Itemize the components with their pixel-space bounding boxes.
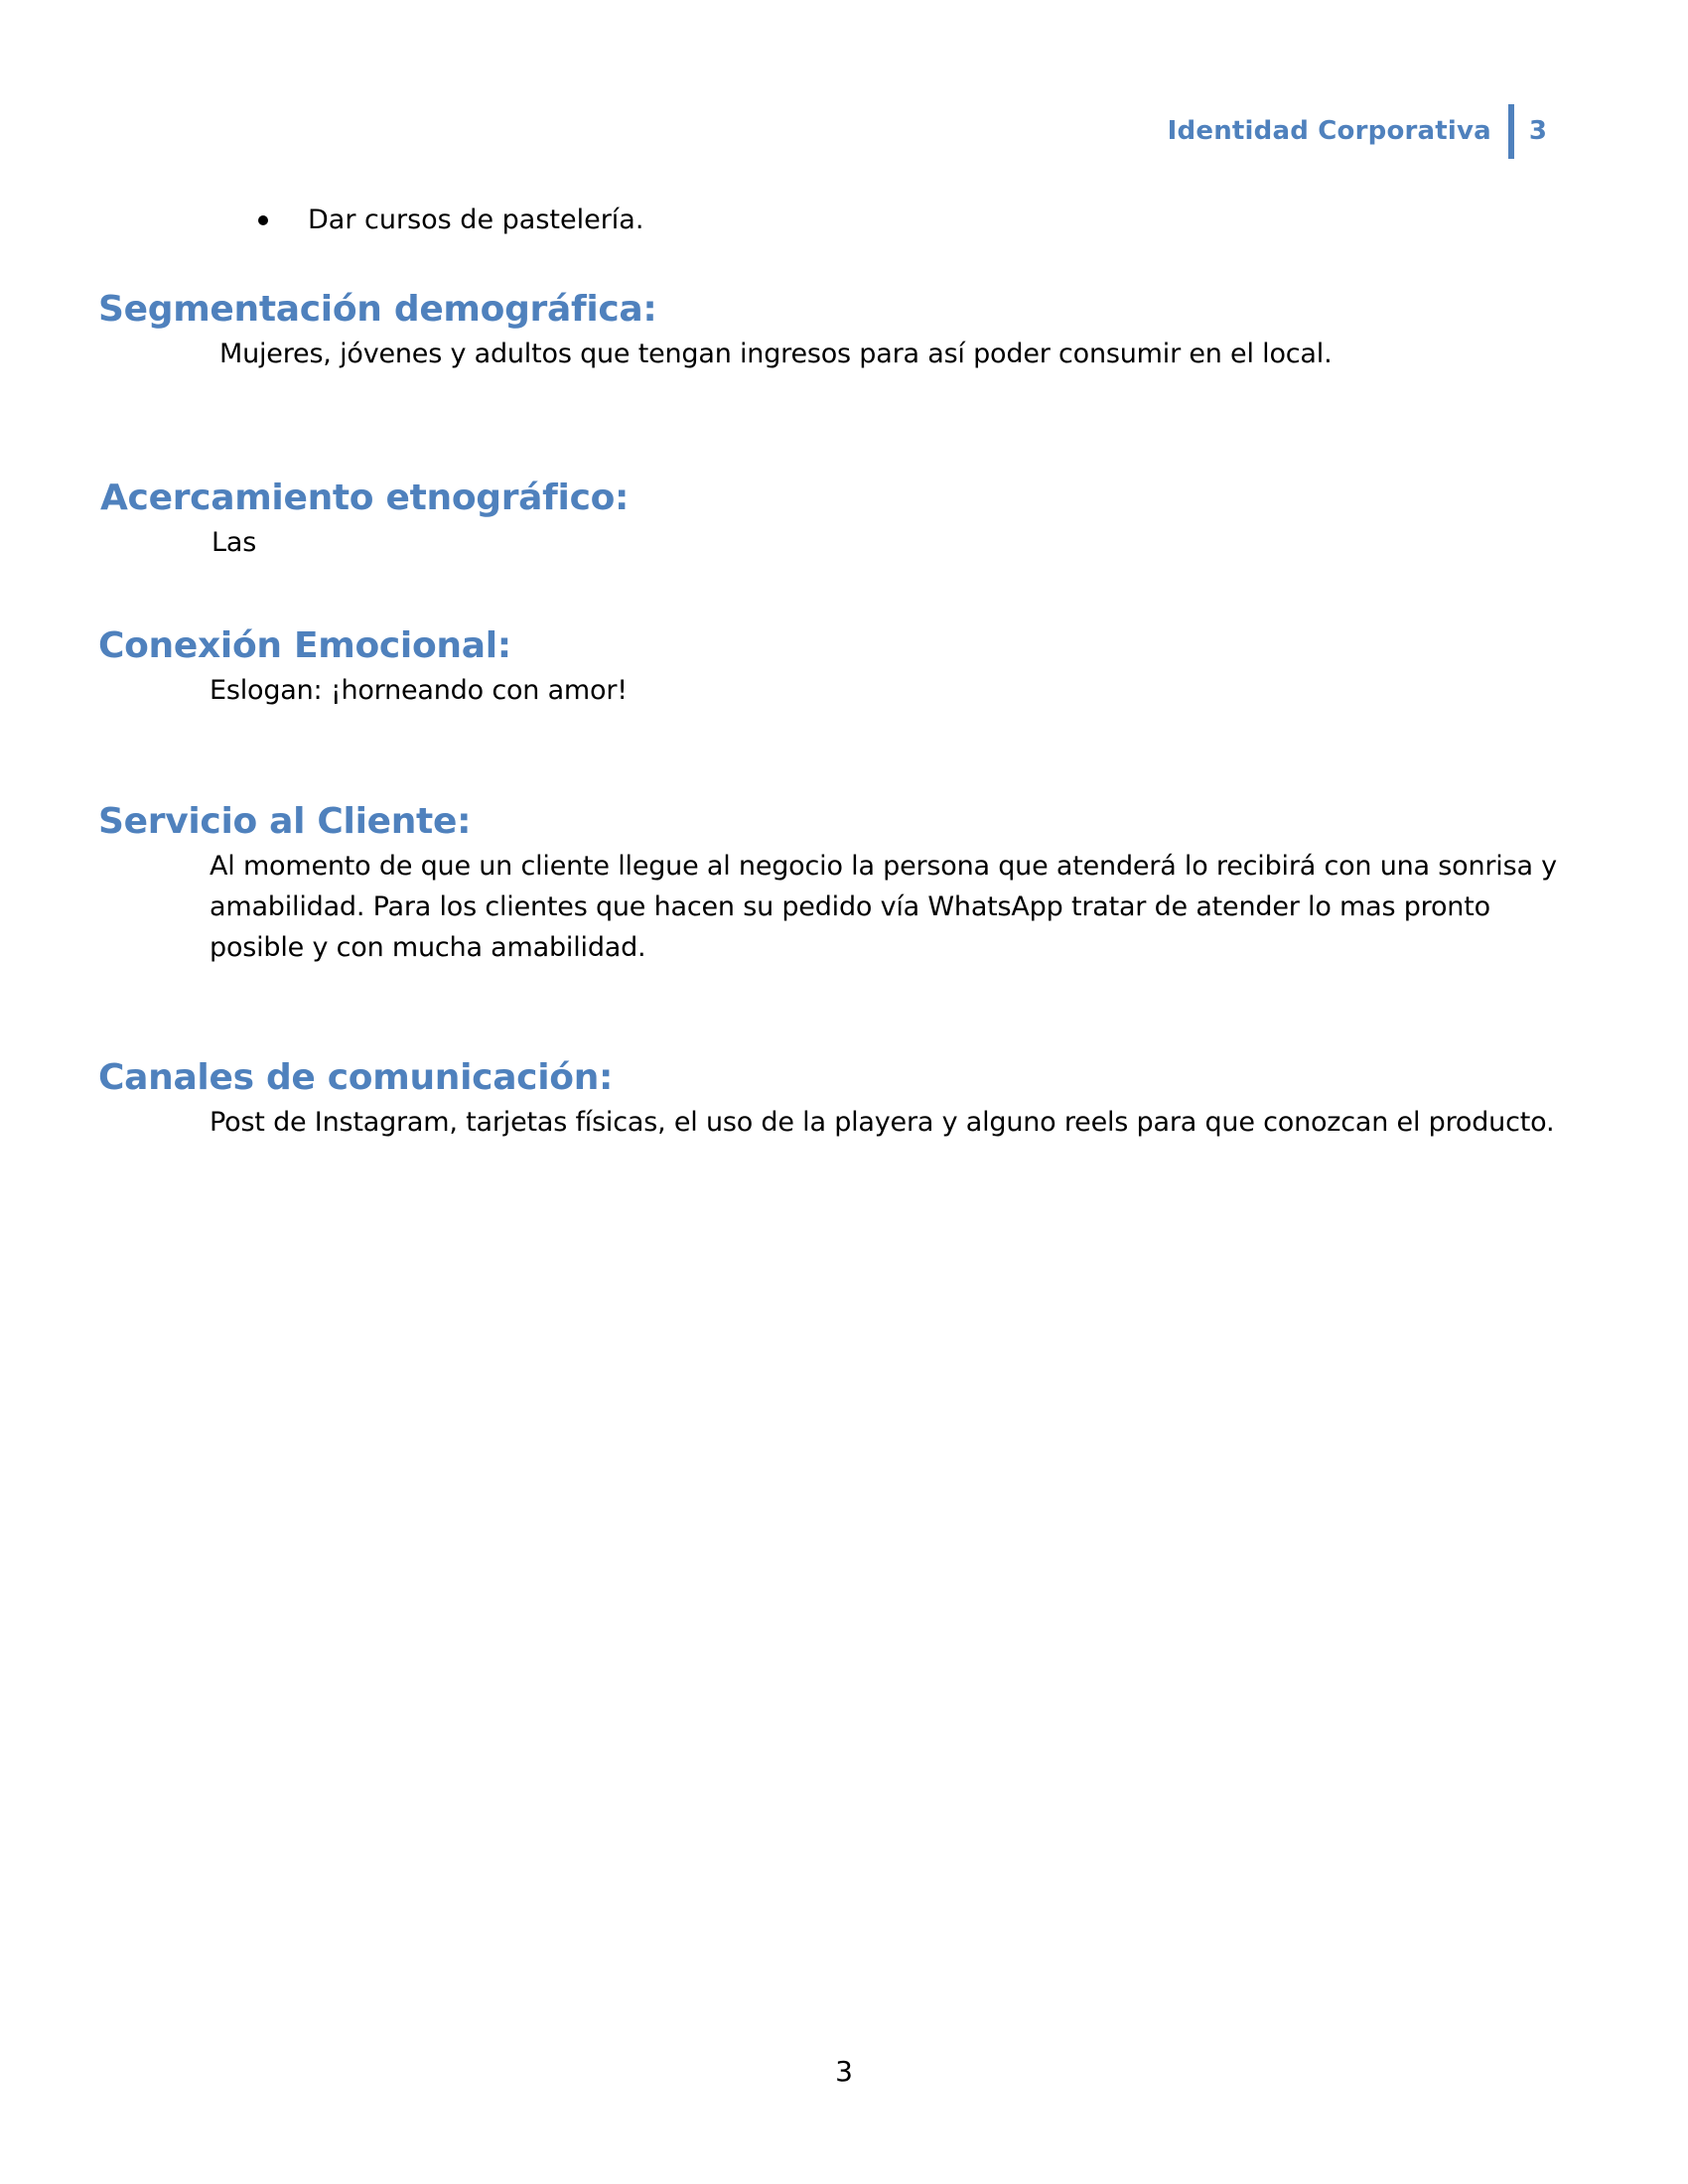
section-body: Post de Instagram, tarjetas físicas, el uso de la playera y alguno reels para que conozcan el producto.: [210, 1107, 1555, 1138]
page-header: [1168, 106, 1547, 156]
section-heading: Acercamiento etnográfico:: [100, 478, 630, 518]
section-acercamiento: [100, 477, 1590, 563]
section-heading: Canales de comunicación:: [98, 1057, 614, 1098]
footer-page-number: 3: [835, 2055, 853, 2088]
header-divider: [1508, 104, 1514, 159]
section-body: Al momento de que un cliente llegue al negocio la persona que atenderá lo recibirá con una sonrisa y amabilidad. Para los clientes que hacen su pedido vía WhatsApp tratar de atender lo mas pronto posible y con mucha amabilidad.: [210, 851, 1557, 963]
section-conexion: [98, 624, 1588, 711]
list-item: [258, 203, 643, 238]
section-servicio: [98, 800, 1588, 968]
section-canales: [98, 1056, 1588, 1143]
section-body: Mujeres, jóvenes y adultos que tengan ingresos para así poder consumir en el local.: [219, 339, 1333, 369]
list-item-text: Dar cursos de pastelería.: [308, 205, 644, 235]
header-page-number: 3: [1528, 116, 1547, 146]
header-title: Identidad Corporativa: [1167, 116, 1491, 146]
section-heading: Servicio al Cliente:: [98, 801, 472, 842]
section-heading: Conexión Emocional:: [98, 625, 511, 666]
section-heading: Segmentación demográfica:: [98, 289, 657, 330]
bullet-icon: [258, 215, 268, 225]
section-body: Las: [211, 527, 257, 558]
section-segmentacion: [98, 288, 1588, 374]
section-body: Eslogan: ¡horneando con amor!: [210, 675, 628, 706]
